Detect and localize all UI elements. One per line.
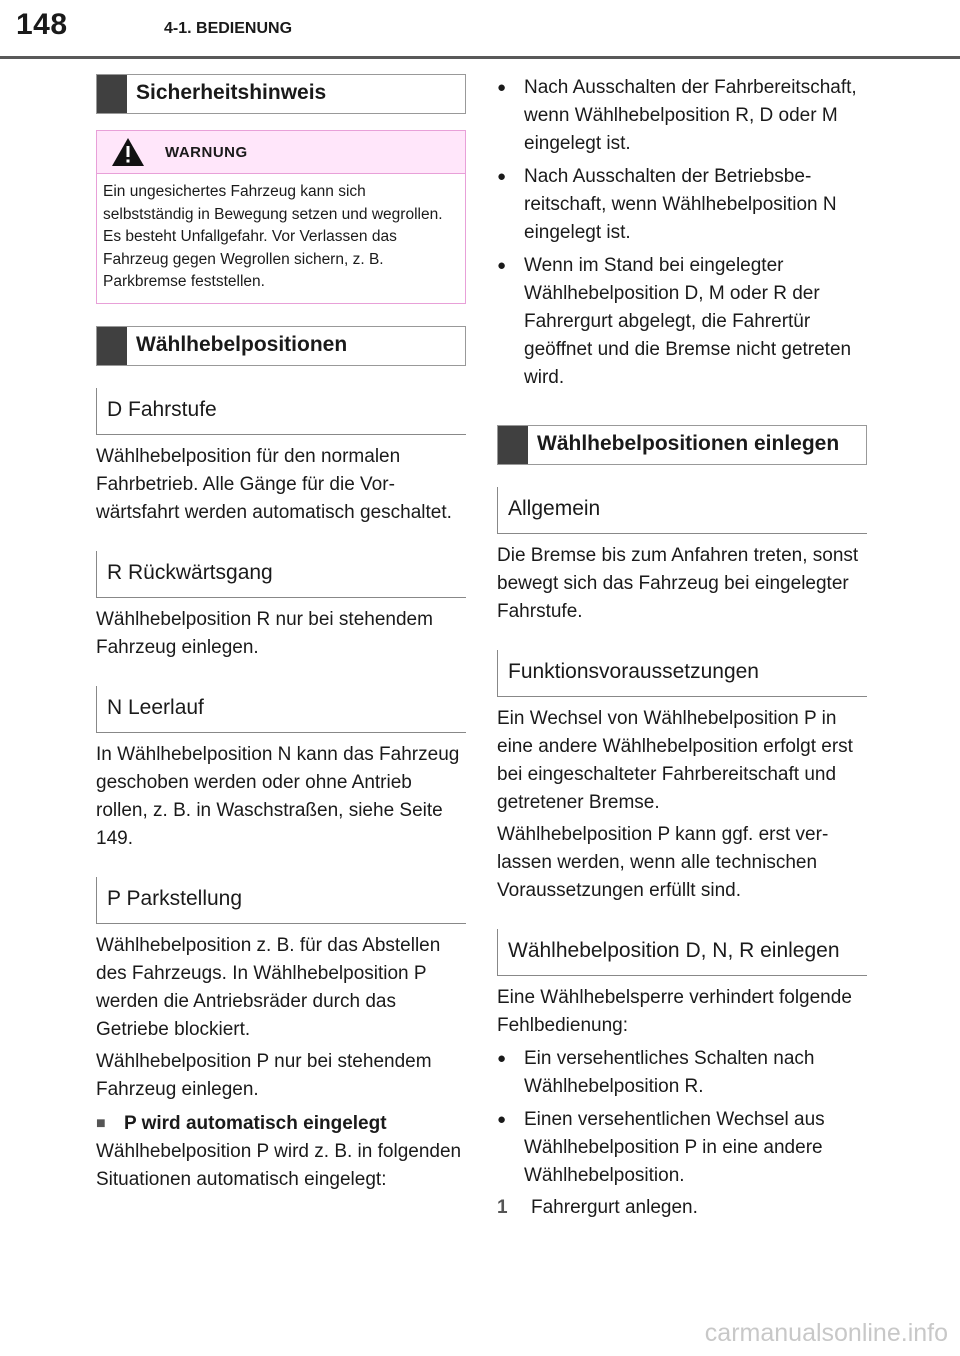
list-item-text: Nach Ausschalten der Fahrbereitschaft, wenn Wählhebelposition R, D oder M eingelegt ist. bbox=[524, 77, 857, 154]
section-bar bbox=[97, 75, 127, 113]
bullet-icon: ● bbox=[497, 79, 507, 96]
list-item bbox=[497, 163, 867, 247]
list-item bbox=[497, 252, 867, 392]
auto-park-heading bbox=[96, 1110, 466, 1138]
header-divider bbox=[0, 56, 960, 59]
subheading-general: Allgemein bbox=[497, 487, 867, 534]
section-title: Wählhebelpositionen einlegen bbox=[537, 432, 840, 455]
list-item-text: Nach Ausschalten der Betriebsbereitschaft, wenn Wählhebelposition N eingelegt ist. bbox=[524, 166, 837, 243]
warning-triangle-icon bbox=[111, 137, 145, 167]
subheading-dnr: Wählhebelposition D, N, R einlegen bbox=[497, 929, 867, 976]
section-title: Wählhebelpositionen bbox=[136, 332, 348, 356]
n-description: In Wählhebelposition N kann das Fahrzeug geschoben werden oder ohne Antrieb rollen, z. B. in Waschstraßen, siehe Seite 149. bbox=[96, 743, 460, 849]
subheading-r: R Rückwärtsgang bbox=[96, 551, 466, 598]
r-description: Wählhebelposition R nur bei stehendem Fahrzeug einlegen. bbox=[96, 608, 433, 658]
step-text: Fahrergurt anlegen. bbox=[531, 1197, 698, 1218]
section-bar bbox=[97, 327, 127, 365]
list-item-text: Einen versehentlichen Wechsel aus Wählhebelposition P in eine andere Wählhebelposition. bbox=[524, 1109, 825, 1186]
warning-text: Ein ungesichertes Fahrzeug kann sich selbstständig in Bewegung setzen und wegrollen. Es besteht Unfallgefahr. Vor Verlassen das Fahrzeug gegen Wegrollen sichern, z. B. Parkbremse feststellen. bbox=[103, 183, 443, 290]
list-item-text: Ein versehentliches Schalten nach Wählhebelposition R. bbox=[524, 1048, 815, 1097]
page-number: 148 bbox=[16, 8, 68, 41]
subheading-d: D Fahrstufe bbox=[96, 388, 466, 435]
warning-header bbox=[97, 131, 465, 174]
chapter-title: 4-1. BEDIENUNG bbox=[164, 20, 293, 37]
auto-park-title: P wird automatisch eingelegt bbox=[124, 1112, 387, 1134]
list-item-text: Wenn im Stand bei eingelegter Wählhebelposition D, M oder R der Fahrergurt abgelegt, die Fahrertür geöffnet und die Bremse nicht getreten wird. bbox=[524, 255, 852, 388]
square-bullet-icon: ■ bbox=[96, 1114, 106, 1132]
list-item bbox=[497, 1045, 867, 1101]
requirements-text-2: Wählhebelposition P kann ggf. erst verlassen werden, wenn alle technischen Voraussetzungen erfüllt sind. bbox=[497, 824, 829, 901]
warning-box bbox=[96, 130, 466, 304]
bullet-icon: ● bbox=[497, 257, 507, 274]
section-heading-positions bbox=[96, 326, 466, 366]
subheading-n: N Leerlauf bbox=[96, 686, 466, 733]
right-column bbox=[497, 74, 867, 1222]
bullet-icon: ● bbox=[497, 168, 507, 185]
p-description-1: Wählhebelposition z. B. für das Abstellen des Fahrzeugs. In Wählhebelposition P werden die Antriebsräder durch das Getriebe blockiert. bbox=[96, 934, 441, 1040]
step-number: 1 bbox=[497, 1197, 508, 1218]
left-column bbox=[96, 74, 466, 1194]
section-bar bbox=[498, 426, 528, 464]
warning-title: WARNUNG bbox=[165, 143, 248, 161]
auto-park-text: Wählhebelposition P wird z. B. in folgenden Situationen automatisch eingelegt: bbox=[96, 1140, 462, 1190]
section-heading-safety bbox=[96, 74, 466, 114]
list-item bbox=[497, 74, 867, 158]
step-item bbox=[497, 1194, 867, 1222]
general-text: Die Bremse bis zum Anfahren treten, sonst bewegt sich das Fahrzeug bei eingelegter Fahrstufe. bbox=[497, 545, 859, 622]
requirements-text-1: Ein Wechsel von Wählhebelposition P in eine andere Wählhebelposition erfolgt erst bei eingeschalteter Fahrbereitschaft und getretener Bremse. bbox=[497, 708, 853, 813]
bullet-icon: ● bbox=[497, 1050, 507, 1067]
section-title: Sicherheitshinweis bbox=[136, 81, 327, 104]
subheading-requirements: Funktionsvoraussetzungen bbox=[497, 650, 867, 697]
page-header bbox=[0, 0, 960, 62]
d-description: Wählhebelposition für den normalen Fahrbetrieb. Alle Gänge für die Vorwärtsfahrt werden automatisch geschaltet. bbox=[96, 445, 452, 523]
dnr-text: Eine Wählhebelsperre verhindert folgende Fehlbedienung: bbox=[497, 987, 852, 1036]
bullet-icon: ● bbox=[497, 1111, 507, 1128]
p-description-2: Wählhebelposition P nur bei stehendem Fahrzeug einlegen. bbox=[96, 1050, 432, 1100]
watermark: carmanualsonline.info bbox=[704, 1319, 948, 1347]
subheading-p: P Parkstellung bbox=[96, 877, 466, 924]
section-heading-engage bbox=[497, 425, 867, 465]
list-item bbox=[497, 1106, 867, 1190]
